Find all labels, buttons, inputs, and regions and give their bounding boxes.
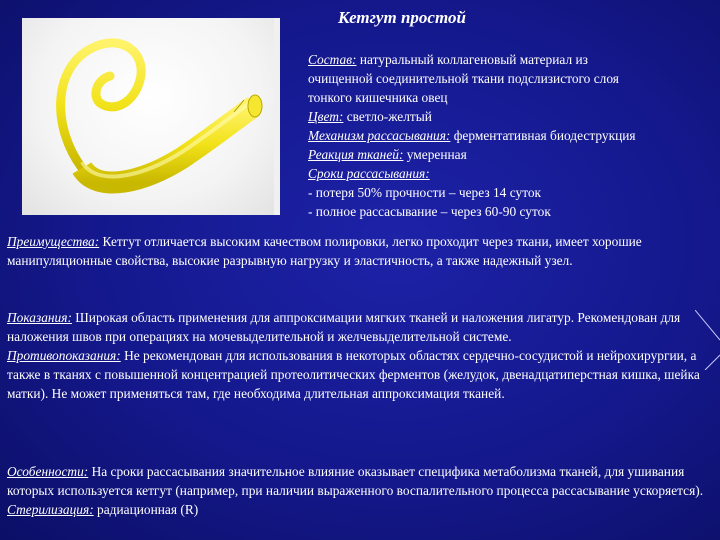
sterilization-label: Стерилизация: xyxy=(7,502,94,517)
indications-text: Широкая область применения для аппроксимации мягких тканей и наложения лигатур. Рекомендован для наложения швов при операциях на мочевыделительной и желчевыделительной системе. xyxy=(7,310,681,344)
indications-section xyxy=(7,308,715,403)
image-border xyxy=(274,18,280,215)
contraindications-label: Противопоказания: xyxy=(7,348,121,363)
indications-label: Показания: xyxy=(7,310,72,325)
suture-thread-icon xyxy=(22,18,280,215)
spec-line: очищенной соединительной ткани подслизистого слоя xyxy=(308,71,619,86)
spec-line: Механизм рассасывания: ферментативная биодеструкция xyxy=(308,128,636,143)
spec-line: Состав: натуральный коллагеновый материал из xyxy=(308,52,588,67)
features-paragraph xyxy=(7,462,715,500)
sterilization-text: радиационная (R) xyxy=(93,502,199,517)
indications-paragraph xyxy=(7,308,715,346)
page-title: Кетгут простой xyxy=(338,8,466,27)
advantages-text: Кетгут отличается высоким качеством полировки, легко проходит через ткани, имеет хорошие манипуляционные свойства, высокие разрывную нагрузку и эластичность, а также надежный узел. xyxy=(7,234,642,268)
spec-line: Реакция тканей: умеренная xyxy=(308,147,467,162)
features-text: На сроки рассасывания значительное влияние оказывает специфика метаболизма тканей, для ушивания которых используется кетгут (например, при наличии выраженного воспалительного процесса рассасывание ускоряется). xyxy=(7,464,704,498)
sterilization-paragraph xyxy=(7,500,715,519)
spec-line: - потеря 50% прочности – через 14 суток xyxy=(308,185,542,200)
specifications-block xyxy=(308,50,718,221)
advantages-paragraph xyxy=(7,232,715,270)
contraindications-text: Не рекомендован для использования в некоторых областях сердечно-сосудистой и нейрохирургии, а также в тканях с повышенной концентрацией протеолитических ферментов (желудок, двенадцатиперстная кишка, шейка матки). Не может применяться там, где необходима длительная аппроксимация тканей. xyxy=(7,348,700,401)
spec-line: Сроки рассасывания: xyxy=(308,166,430,181)
spec-line: - полное рассасывание – через 60-90 суток xyxy=(308,204,551,219)
spec-line: тонкого кишечника овец xyxy=(308,90,448,105)
features-label: Особенности: xyxy=(7,464,89,479)
decorative-line xyxy=(695,310,720,370)
catgut-suture-image xyxy=(22,18,280,215)
features-section xyxy=(7,462,715,519)
spec-line: Цвет: светло-желтый xyxy=(308,109,432,124)
contraindications-paragraph xyxy=(7,346,715,403)
advantages-label: Преимущества: xyxy=(7,234,100,249)
